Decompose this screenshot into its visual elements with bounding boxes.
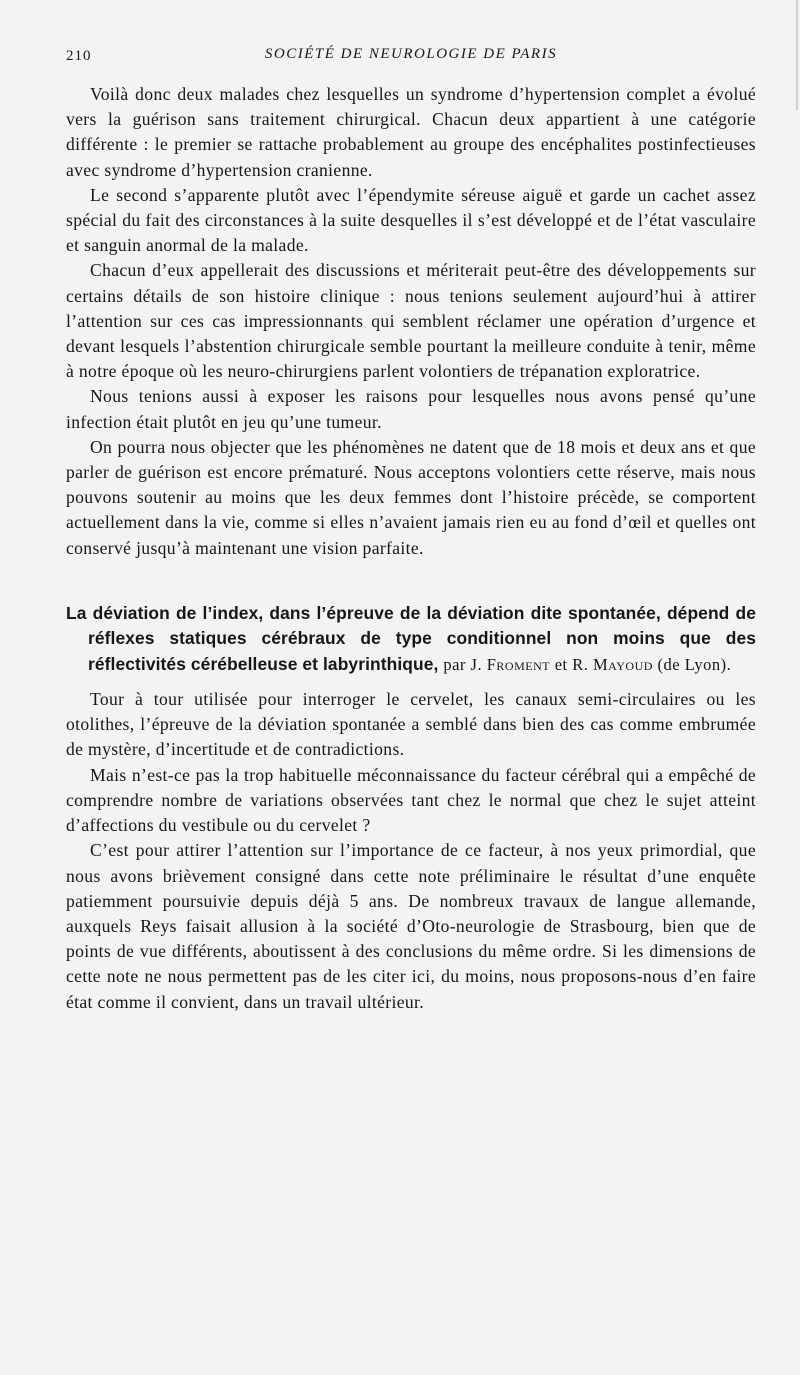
paragraph: Tour à tour utilisée pour interroger le cervelet, les canaux semi-circulaires ou les otolithes, l’épreuve de la déviation spontanée a semblé dans bien des cas comme embrumée de mystère, d’incertitude et de contradictions. xyxy=(66,689,756,760)
paragraph: Le second s’apparente plutôt avec l’épendymite séreuse aiguë et garde un cachet assez spécial du fait des circonstances à la suite desquelles il s’est développé et de l’état vasculaire et sanguin anormal de la malade. xyxy=(66,184,756,256)
byline-affiliation: (de Lyon). xyxy=(657,654,732,674)
page-number: 210 xyxy=(66,48,92,64)
running-header xyxy=(66,46,756,70)
paragraph: Mais n’est-ce pas la trop habituelle méconnaissance du facteur cérébral qui a empêché de comprendre nombre de variations observées tant chez le normal que chez le sujet atteint d’affections du vestibule ou du cervelet ? xyxy=(66,764,756,836)
paragraph: Nous tenions aussi à exposer les raisons pour lesquelles nous avons pensé qu’une infection était plutôt en jeu qu’une tumeur. xyxy=(66,386,756,432)
running-title: SOCIÉTÉ DE NEUROLOGIE DE PARIS xyxy=(264,46,558,62)
paragraph: Voilà donc deux malades chez lesquelles un syndrome d’hypertension complet a évolué vers la guérison sans traitement chirurgical. Chacun deux appartient à une catégorie différente : le premier se rattache probablement au groupe des encéphalites postinfectieuses avec syndrome d’hypertension cranienne. xyxy=(66,84,756,180)
author-name: Mayoud xyxy=(593,654,653,674)
paragraph: On pourra nous objecter que les phénomènes ne datent que de 18 mois et deux ans et que parler de guérison est encore prématuré. Nous acceptons volontiers cette réserve, mais nous pouvons soutenir au moins que les deux femmes dont l’histoire précède, se comportent actuellement dans la vie, comme si elles n’avaient jamais rien eu au fond d’œil et quelles ont conservé jusqu’à maintenant une vision parfaite. xyxy=(66,436,756,558)
page-edge-shadow xyxy=(796,0,798,110)
paragraph: C’est pour attirer l’attention sur l’importance de ce facteur, à nos yeux primordial, que nous avons brièvement consigné dans cette note préliminaire le résultat d’une enquête patiemment poursuivie depuis déjà 5 ans. De nombreux travaux de langue allemande, auxquels Reys faisait allusion à la société d’Oto-neurologie de Strasbourg, bien que de points de vue différents, aboutissent à des conclusions du même ordre. Si les dimensions de cette note ne nous permettent pas de les citer ici, du moins, nous proposons-nous d’en faire état comme il convient, dans un travail ultérieur. xyxy=(66,840,756,1012)
article-title: La déviation de l’index, dans l’épreuve de la déviation dite spontanée, dépend de réflexes statiques cérébraux de type conditionnel non moins que des réflectivités cérébelleuse et labyrinthique, xyxy=(66,602,756,674)
byline xyxy=(443,655,731,674)
article-heading xyxy=(66,601,756,677)
body-text xyxy=(66,82,756,1015)
paragraph: Chacun d’eux appellerait des discussions et mériterait peut-être des développements sur certains détails de son histoire clinique : nous tenions seulement aujourd’hui à attirer l’attention sur ces cas impressionnants qui semblent réclamer une opération d’urgence et devant lesquels l’abstention chirurgicale semble pourtant la meilleure conduite à tenir, même à notre époque où les neuro-chirurgiens parlent volontiers de trépanation exploratrice. xyxy=(66,260,756,382)
author-name: Froment xyxy=(486,654,551,674)
byline-conjunction: et R. xyxy=(554,654,589,674)
byline-prefix: par J. xyxy=(443,654,483,674)
